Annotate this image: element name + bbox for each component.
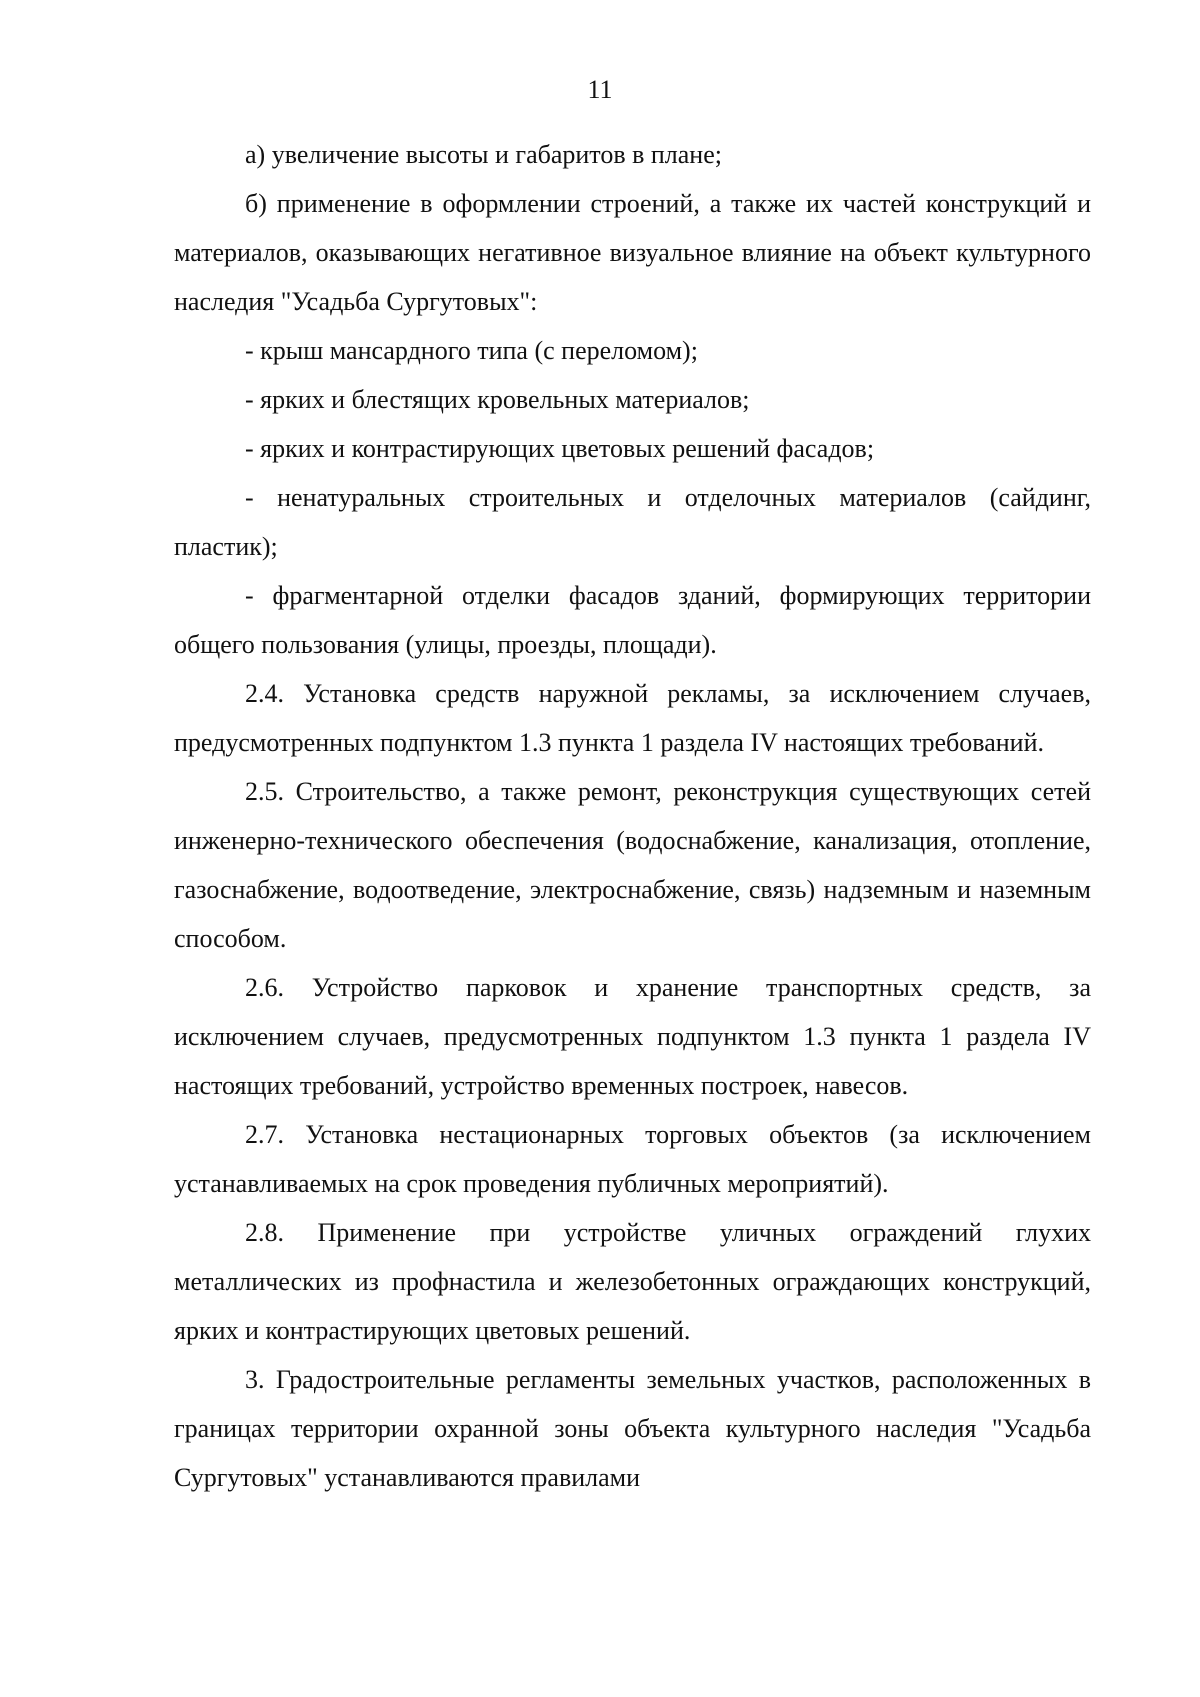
list-item-contrast-facades: - ярких и контрастирующих цветовых решений фасадов; [245,434,875,463]
list-item-mansard-roofs: - крыш мансардного типа (с переломом); [245,336,698,365]
list-item-artificial-materials: - ненатуральных строительных и отделочных материалов (сайдинг, пластик); [174,483,1091,561]
paragraph-item-a: а) увеличение высоты и габаритов в плане; [245,140,722,169]
list-item-shiny-roofing: - ярких и блестящих кровельных материалов; [245,385,750,414]
paragraph-2-8: 2.8. Применение при устройстве уличных ограждений глухих металлических из профнастила и железобетонных ограждающих конструкций, ярких и контрастирующих цветовых решений. [174,1218,1091,1345]
page-number: 11 [587,75,613,104]
paragraph-item-b: б) применение в оформлении строений, а также их частей конструкций и материалов, оказывающих негативное визуальное влияние на объект культурного наследия "Усадьба Сургутовых": [174,189,1091,316]
paragraph-2-4: 2.4. Установка средств наружной рекламы, за исключением случаев, предусмотренных подпунктом 1.3 пункта 1 раздела IV настоящих требований. [174,679,1091,757]
list-item-fragmentary-finish: - фрагментарной отделки фасадов зданий, формирующих территории общего пользования (улицы, проезды, площади). [174,581,1091,659]
paragraph-2-7: 2.7. Установка нестационарных торговых объектов (за исключением устанавливаемых на срок проведения публичных мероприятий). [174,1120,1091,1198]
paragraph-2-5: 2.5. Строительство, а также ремонт, реконструкция существующих сетей инженерно-технического обеспечения (водоснабжение, канализация, отопление, газоснабжение, водоотведение, электроснабжение, связь) надземным и наземным способом. [174,777,1091,953]
document-body [174,130,1091,1502]
paragraph-3: 3. Градостроительные регламенты земельных участков, расположенных в границах территории охранной зоны объекта культурного наследия "Усадьба Сургутовых" устанавливаются правилами [174,1365,1091,1492]
paragraph-2-6: 2.6. Устройство парковок и хранение транспортных средств, за исключением случаев, предусмотренных подпунктом 1.3 пункта 1 раздела IV настоящих требований, устройство временных построек, навесов. [174,973,1091,1100]
